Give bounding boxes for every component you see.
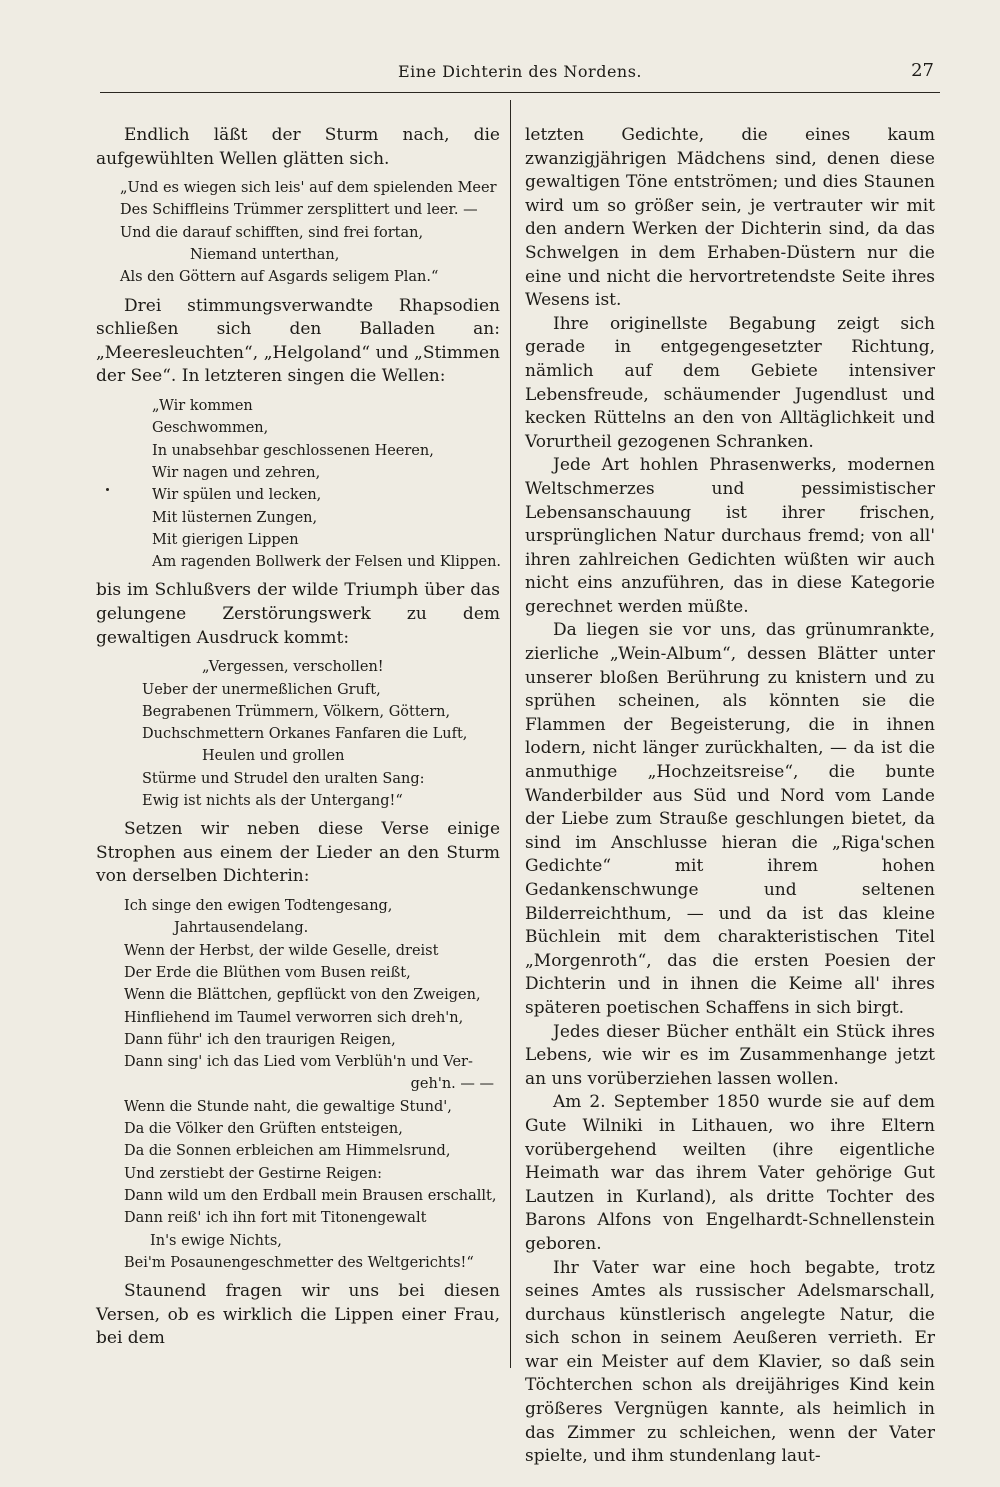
paragraph: Staunend fragen wir uns bei diesen Versen, ob es wirklich die Lippen einer Frau, bei dem bbox=[96, 1281, 500, 1349]
running-title: Eine Dichterin des Nordens. bbox=[397, 62, 643, 81]
column-divider bbox=[510, 100, 511, 1368]
paragraph: Ihre originellste Begabung zeigt sich gerade in entgegengesetzter Richtung, nämlich auf dem Gebiete intensiver Lebensfreude, schäumender Jugendlust und kecken Rüttelns an den von Alltäglichkeit und Vorurtheil gezogenen Schranken. bbox=[525, 313, 935, 452]
paragraph: Ihr Vater war eine hoch begabte, trotz seines Amtes als russischer Adelsmarschall, durchaus künstlerisch angelegte Natur, die sich schon in seinem Aeußeren verrieth. Er war ein Meister auf dem Klavier, so daß sein Töchterchen schon als dreijähriges Kind kein größeres Vergnügen kannte, als heimlich in das Zimmer zu schleichen, wenn der Vater spielte, und ihm stundenlang laut- bbox=[525, 1257, 935, 1467]
verse-line: Wenn die Stunde naht, die gewaltige Stund', bbox=[124, 1098, 452, 1115]
verse-line: „Und es wiegen sich leis' auf dem spielenden Meer bbox=[120, 180, 497, 197]
verse-line: Als den Göttern auf Asgards seligem Plan.“ bbox=[120, 269, 439, 286]
paragraph: Da liegen sie vor uns, das grünumrankte, zierliche „Wein-Album“, dessen Blätter unter unserer bloßen Berührung zu knistern und zu sprühen scheinen, als könnten sie die Flammen der Begeisterung, die in ihnen lodern, nicht länger zurückhalten, — da ist die anmuthige „Hochzeitsreise“, die bunte Wanderbilder aus Süd und Nord vom Lande der Liebe zum Strauße geschlungen bietet, da sind im Anschlusse hieran die „Riga'schen Gedichte“ mit ihrem hohen Gedankenschwunge und seltenen Bilderreichthum, — und da ist das kleine Büchlein mit dem charakteristischen Titel „Morgenroth“, das die ersten Poesien der Dichterin und in ihnen die Keime all' ihres späteren poetischen Schaffens in sich birgt. bbox=[525, 620, 935, 1018]
paragraph: Jede Art hohlen Phrasenwerks, modernen Weltschmerzes und pessimistischer Lebensanschauung ist ihrer frischen, ursprünglichen Natur durchaus fremd; von all' ihren zahlreichen Gedichten wüßten wir auch nicht eins anzuführen, das in diese Kategorie gerechnet werden müßte. bbox=[525, 455, 935, 617]
running-header bbox=[100, 58, 940, 93]
verse-line: Wenn der Herbst, der wilde Geselle, dreist bbox=[124, 942, 439, 959]
verse-block bbox=[96, 177, 500, 288]
paragraph: bis im Schlußvers der wilde Triumph über das gelungene Zerstörungswerk zu dem gewaltigen Ausdruck kommt: bbox=[96, 580, 500, 648]
verse-line: Und zerstiebt der Gestirne Reigen: bbox=[124, 1165, 382, 1182]
verse-line: Da die Völker den Grüften entsteigen, bbox=[124, 1121, 403, 1138]
verse-line: Des Schiffleins Trümmer zersplittert und leer. — bbox=[120, 202, 478, 219]
paragraph: letzten Gedichte, die eines kaum zwanzigjährigen Mädchens sind, denen diese gewaltigen Töne entströmen; und dies Staunen wird um so größer sein, je vertrauter wir mit den andern Werken der Dichterin sind, da das Schwelgen in dem Erhaben-Düstern nur die eine und nicht die hervortretendste Seite ihres Wesens ist. bbox=[525, 125, 935, 311]
verse-line: Mit gierigen Lippen bbox=[152, 531, 299, 548]
verse-line: Ewig ist nichts als der Untergang!“ bbox=[142, 792, 403, 809]
right-column bbox=[525, 124, 935, 1469]
verse-line: Dann sing' ich das Lied vom Verblüh'n und Ver- bbox=[124, 1054, 473, 1071]
verse-line: „Wir kommen bbox=[152, 398, 253, 415]
verse-line: Geschwommen, bbox=[152, 420, 269, 437]
verse-line: Niemand unterthan, bbox=[190, 247, 340, 264]
verse-line: Dann reiß' ich ihn fort mit Titonengewalt bbox=[124, 1210, 427, 1227]
paragraph: Endlich läßt der Sturm nach, die aufgewühlten Wellen glätten sich. bbox=[96, 125, 500, 169]
verse-line: „Vergessen, verschollen! bbox=[202, 659, 384, 676]
verse-line: Der Erde die Blüthen vom Busen reißt, bbox=[124, 964, 411, 981]
verse-block bbox=[96, 895, 500, 1274]
verse-line: Bei'm Posaunengeschmetter des Weltgerichts!“ bbox=[124, 1254, 474, 1271]
verse-line: Dann führ' ich den traurigen Reigen, bbox=[124, 1031, 396, 1048]
verse-line: Ueber der unermeßlichen Gruft, bbox=[142, 681, 381, 698]
verse-block bbox=[96, 656, 500, 812]
verse-line: Am ragenden Bollwerk der Felsen und Klippen. bbox=[152, 554, 502, 571]
verse-block bbox=[96, 395, 500, 573]
verse-line: Und die darauf schifften, sind frei fortan, bbox=[120, 224, 424, 241]
left-column bbox=[96, 124, 500, 1351]
verse-line: Begrabenen Trümmern, Völkern, Göttern, bbox=[142, 703, 451, 720]
verse-line: Wir nagen und zehren, bbox=[152, 464, 321, 481]
verse-line: Da die Sonnen erbleichen am Himmelsrund, bbox=[124, 1143, 451, 1160]
verse-line: Wenn die Blättchen, gepflückt von den Zweigen, bbox=[124, 987, 481, 1004]
paragraph: Am 2. September 1850 wurde sie auf dem Gute Wilniki in Lithauen, wo ihre Eltern vorübergehend weilten (ihre eigentliche Heimath war das ihrem Vater gehörige Gut Lautzen in Kurland), als dritte Tochter des Barons Alfons von Engelhardt-Schnellenstein geboren. bbox=[525, 1092, 935, 1254]
paragraph: Drei stimmungsverwandte Rhapsodien schließen sich den Balladen an: „Meeresleuchten“, „Helgoland“ und „Stimmen der See“. In letzteren singen die Wellen: bbox=[96, 295, 500, 387]
verse-line: Hinfliehend im Taumel verworren sich dreh'n, bbox=[124, 1009, 464, 1026]
verse-line: Duchschmettern Orkanes Fanfaren die Luft, bbox=[142, 726, 468, 743]
verse-line: geh'n. — — bbox=[410, 1076, 494, 1093]
verse-line: Heulen und grollen bbox=[202, 748, 345, 765]
paragraph: Jedes dieser Bücher enthält ein Stück ihres Lebens, wie wir es im Zusammenhange jetzt an uns vorüberziehen lassen wollen. bbox=[525, 1021, 935, 1089]
verse-line: Mit lüsternen Zungen, bbox=[152, 509, 318, 526]
page-number: 27 bbox=[911, 60, 934, 81]
paragraph: Setzen wir neben diese Verse einige Strophen aus einem der Lieder an den Sturm von derselben Dichterin: bbox=[96, 819, 500, 887]
verse-line: In unabsehbar geschlossenen Heeren, bbox=[152, 442, 434, 459]
verse-line: Stürme und Strudel den uralten Sang: bbox=[142, 770, 425, 787]
verse-line: In's ewige Nichts, bbox=[150, 1232, 282, 1249]
verse-line: Jahrtausendelang. bbox=[174, 920, 309, 937]
verse-line: Ich singe den ewigen Todtengesang, bbox=[124, 898, 393, 915]
verse-line: Wir spülen und lecken, bbox=[152, 487, 322, 504]
verse-line: Dann wild um den Erdball mein Brausen erschallt, bbox=[124, 1187, 497, 1204]
